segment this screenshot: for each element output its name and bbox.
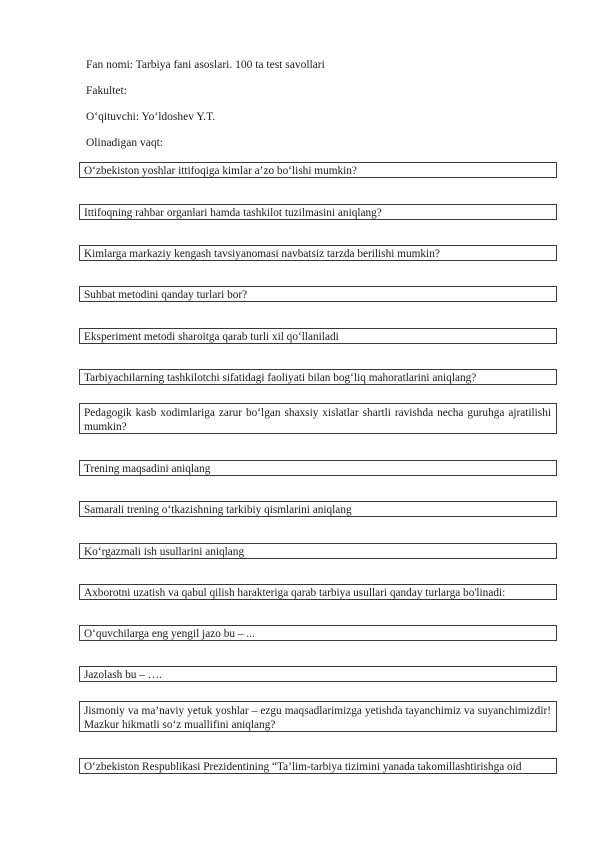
question-box-8: Trening maqsadini aniqlang bbox=[79, 460, 557, 476]
subject-line: Fan nomi: Tarbiya fani asoslari. 100 ta test savollari bbox=[86, 59, 325, 71]
question-box-14: Jismoniy va ma’naviy yetuk yoshlar – ezgu maqsadlarimizga yetishda tayanchimiz va suyanchimizdir! Mazkur hikmatli so‘z muallifini aniqlang? bbox=[79, 701, 557, 732]
faculty-line: Fakultet: bbox=[86, 85, 127, 97]
question-box-9: Samarali trening o‘tkazishning tarkibiy qismlarini aniqlang bbox=[79, 501, 557, 517]
question-box-4: Suhbat metodini qanday turlari bor? bbox=[79, 286, 557, 302]
date-line: Olinadigan vaqt: bbox=[86, 137, 163, 149]
question-box-10: Ko‘rgazmali ish usullarini aniqlang bbox=[79, 543, 557, 559]
question-box-2: Ittifoqning rahbar organlari hamda tashkilot tuzilmasini aniqlang? bbox=[79, 204, 557, 220]
teacher-line: O‘qituvchi: Yo‘ldoshev Y.T. bbox=[86, 111, 216, 123]
question-box-13: Jazolash bu – …. bbox=[79, 666, 557, 682]
question-box-3: Kimlarga markaziy kengash tavsiyanomasi navbatsiz tarzda berilishi mumkin? bbox=[79, 245, 557, 261]
question-box-15: O‘zbekiston Respublikasi Prezidentining “Ta’lim-tarbiya tizimini yanada takomillashtirishga oid bbox=[79, 758, 557, 774]
question-box-11: Axborotni uzatish va qabul qilish harakteriga qarab tarbiya usullari qanday turlarga bo'linadi: bbox=[79, 584, 557, 600]
question-box-1: O‘zbekiston yoshlar ittifoqiga kimlar a’zo bo‘lishi mumkin? bbox=[79, 162, 557, 178]
question-box-5: Eksperiment metodi sharoitga qarab turli xil qo‘llaniladi bbox=[79, 328, 557, 344]
question-box-7: Pedagogik kasb xodimlariga zarur bo‘lgan shaxsiy xislatlar shartli ravishda necha guruhga ajratilishi mumkin? bbox=[79, 403, 557, 434]
question-box-12: O‘quvchilarga eng yengil jazo bu – ... bbox=[79, 625, 557, 641]
question-box-6: Tarbiyachilarning tashkilotchi sifatidagi faoliyati bilan bog‘liq mahoratlarini aniqlang? bbox=[79, 369, 557, 385]
